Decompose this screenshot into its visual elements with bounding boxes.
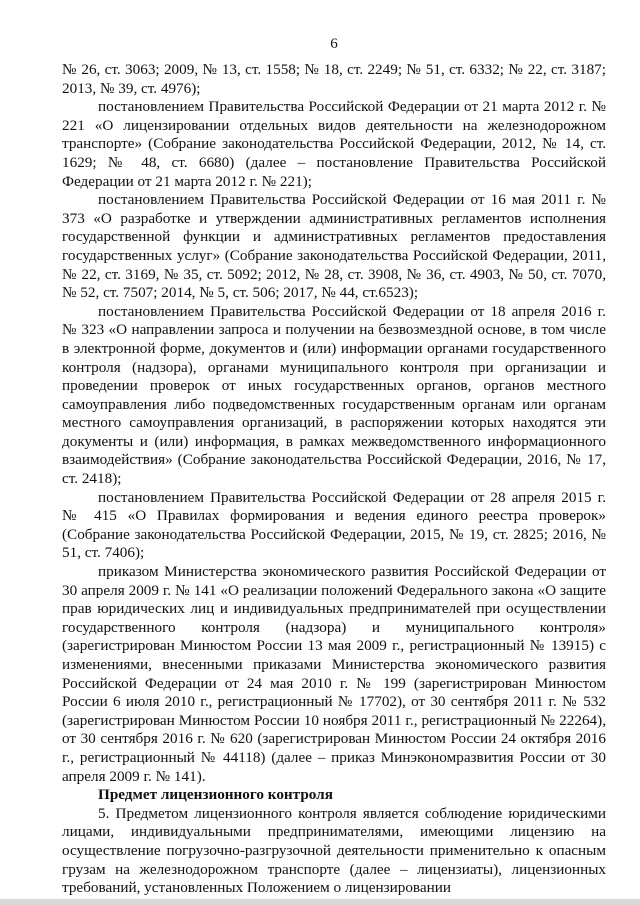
paragraph-decree-415: постановлением Правительства Российской Федерации от 28 апреля 2015 г. № 415 «О Правилах формирования и ведения единого реестра проверок» (Собрание законодательства Российской Федерации, 2015, № 19, ст. 2825; 2016, № 51, ст. 7406); <box>62 488 606 562</box>
scan-bottom-edge <box>0 899 640 905</box>
paragraph-decree-323: постановлением Правительства Российской Федерации от 18 апреля 2016 г. № 323 «О направлении запроса и получении на безвозмездной основе, в том числе в электронной форме, документов и (или) информации органами государственного контроля (надзора), органами муниципального контроля при организации и проведении проверок от иных государственных органов, органов местного самоуправления либо подведомственных государственным органам или органам местного самоуправления организаций, в распоряжении которых находятся эти документы и (или) информация, в рамках межведомственного информационного взаимодействия» (Собрание законодательства Российской Федерации, 2016, № 17, ст. 2418); <box>62 302 606 488</box>
section-heading: Предмет лицензионного контроля <box>98 786 333 804</box>
paragraph-decree-221: постановлением Правительства Российской Федерации от 21 марта 2012 г. № 221 «О лицензировании отдельных видов деятельности на железнодорожном транспорте» (Собрание законодательства Российской Федерации, 2012, № 14, ст. 1629; № 48, ст. 6680) (далее – постановление Правительства Российской Федерации от 21 марта 2012 г. № 221); <box>62 98 606 190</box>
paragraph-decree-373: постановлением Правительства Российской Федерации от 16 мая 2011 г. № 373 «О разработке и утверждении административных регламентов исполнения государственной функции и административных регламентов предоставления государственных услуг» (Собрание законодательства Российской Федерации, 2011, № 22, ст. 3169, № 35, ст. 5092; 2012, № 28, ст. 3908, № 36, ст. 4903, № 50, ст. 7070, № 52, ст. 7507; 2014, № 5, ст. 506; 2017, № 44, ст.6523); <box>62 191 606 302</box>
paragraph-continuation: № 26, ст. 3063; 2009, № 13, ст. 1558; № 18, ст. 2249; № 51, ст. 6332; № 22, ст. 3187; 2013, № 39, ст. 4976); <box>62 61 606 97</box>
paragraph-order-141: приказом Министерства экономического развития Российской Федерации от 30 апреля 2009 г. № 141 «О реализации положений Федерального закона «О защите прав юридических лиц и индивидуальных предпринимателей при осуществлении государственного контроля (надзора) и муниципального контроля» (зарегистрирован Минюстом России 13 мая 2009 г., регистрационный № 13915) с изменениями, внесенными приказами Министерства экономического развития Российской Федерации от 24 мая 2010 г. № 199 (зарегистрирован Минюстом России 6 июля 2010 г., регистрационный № 17702), от 30 сентября 2011 г. № 532 (зарегистрирован Минюстом России 10 ноября 2011 г., регистрационный № 22264), от 30 сентября 2016 г. № 620 (зарегистрирован Минюстом России 24 октября 2016 г., регистрационный № 44118) (далее – приказ Минэкономразвития России от 30 апреля 2009 г. № 141). <box>62 563 606 785</box>
page-number: 6 <box>330 36 338 52</box>
document-body <box>62 61 606 898</box>
paragraph-item-5: 5. Предметом лицензионного контроля является соблюдение юридическими лицами, индивидуальными предпринимателями, имеющими лицензию на осуществление погрузочно-разгрузочной деятельности применительно к опасным грузам на железнодорожном транспорте (далее – лицензиаты), лицензионных требований, установленных Положением о лицензировании <box>62 804 606 897</box>
